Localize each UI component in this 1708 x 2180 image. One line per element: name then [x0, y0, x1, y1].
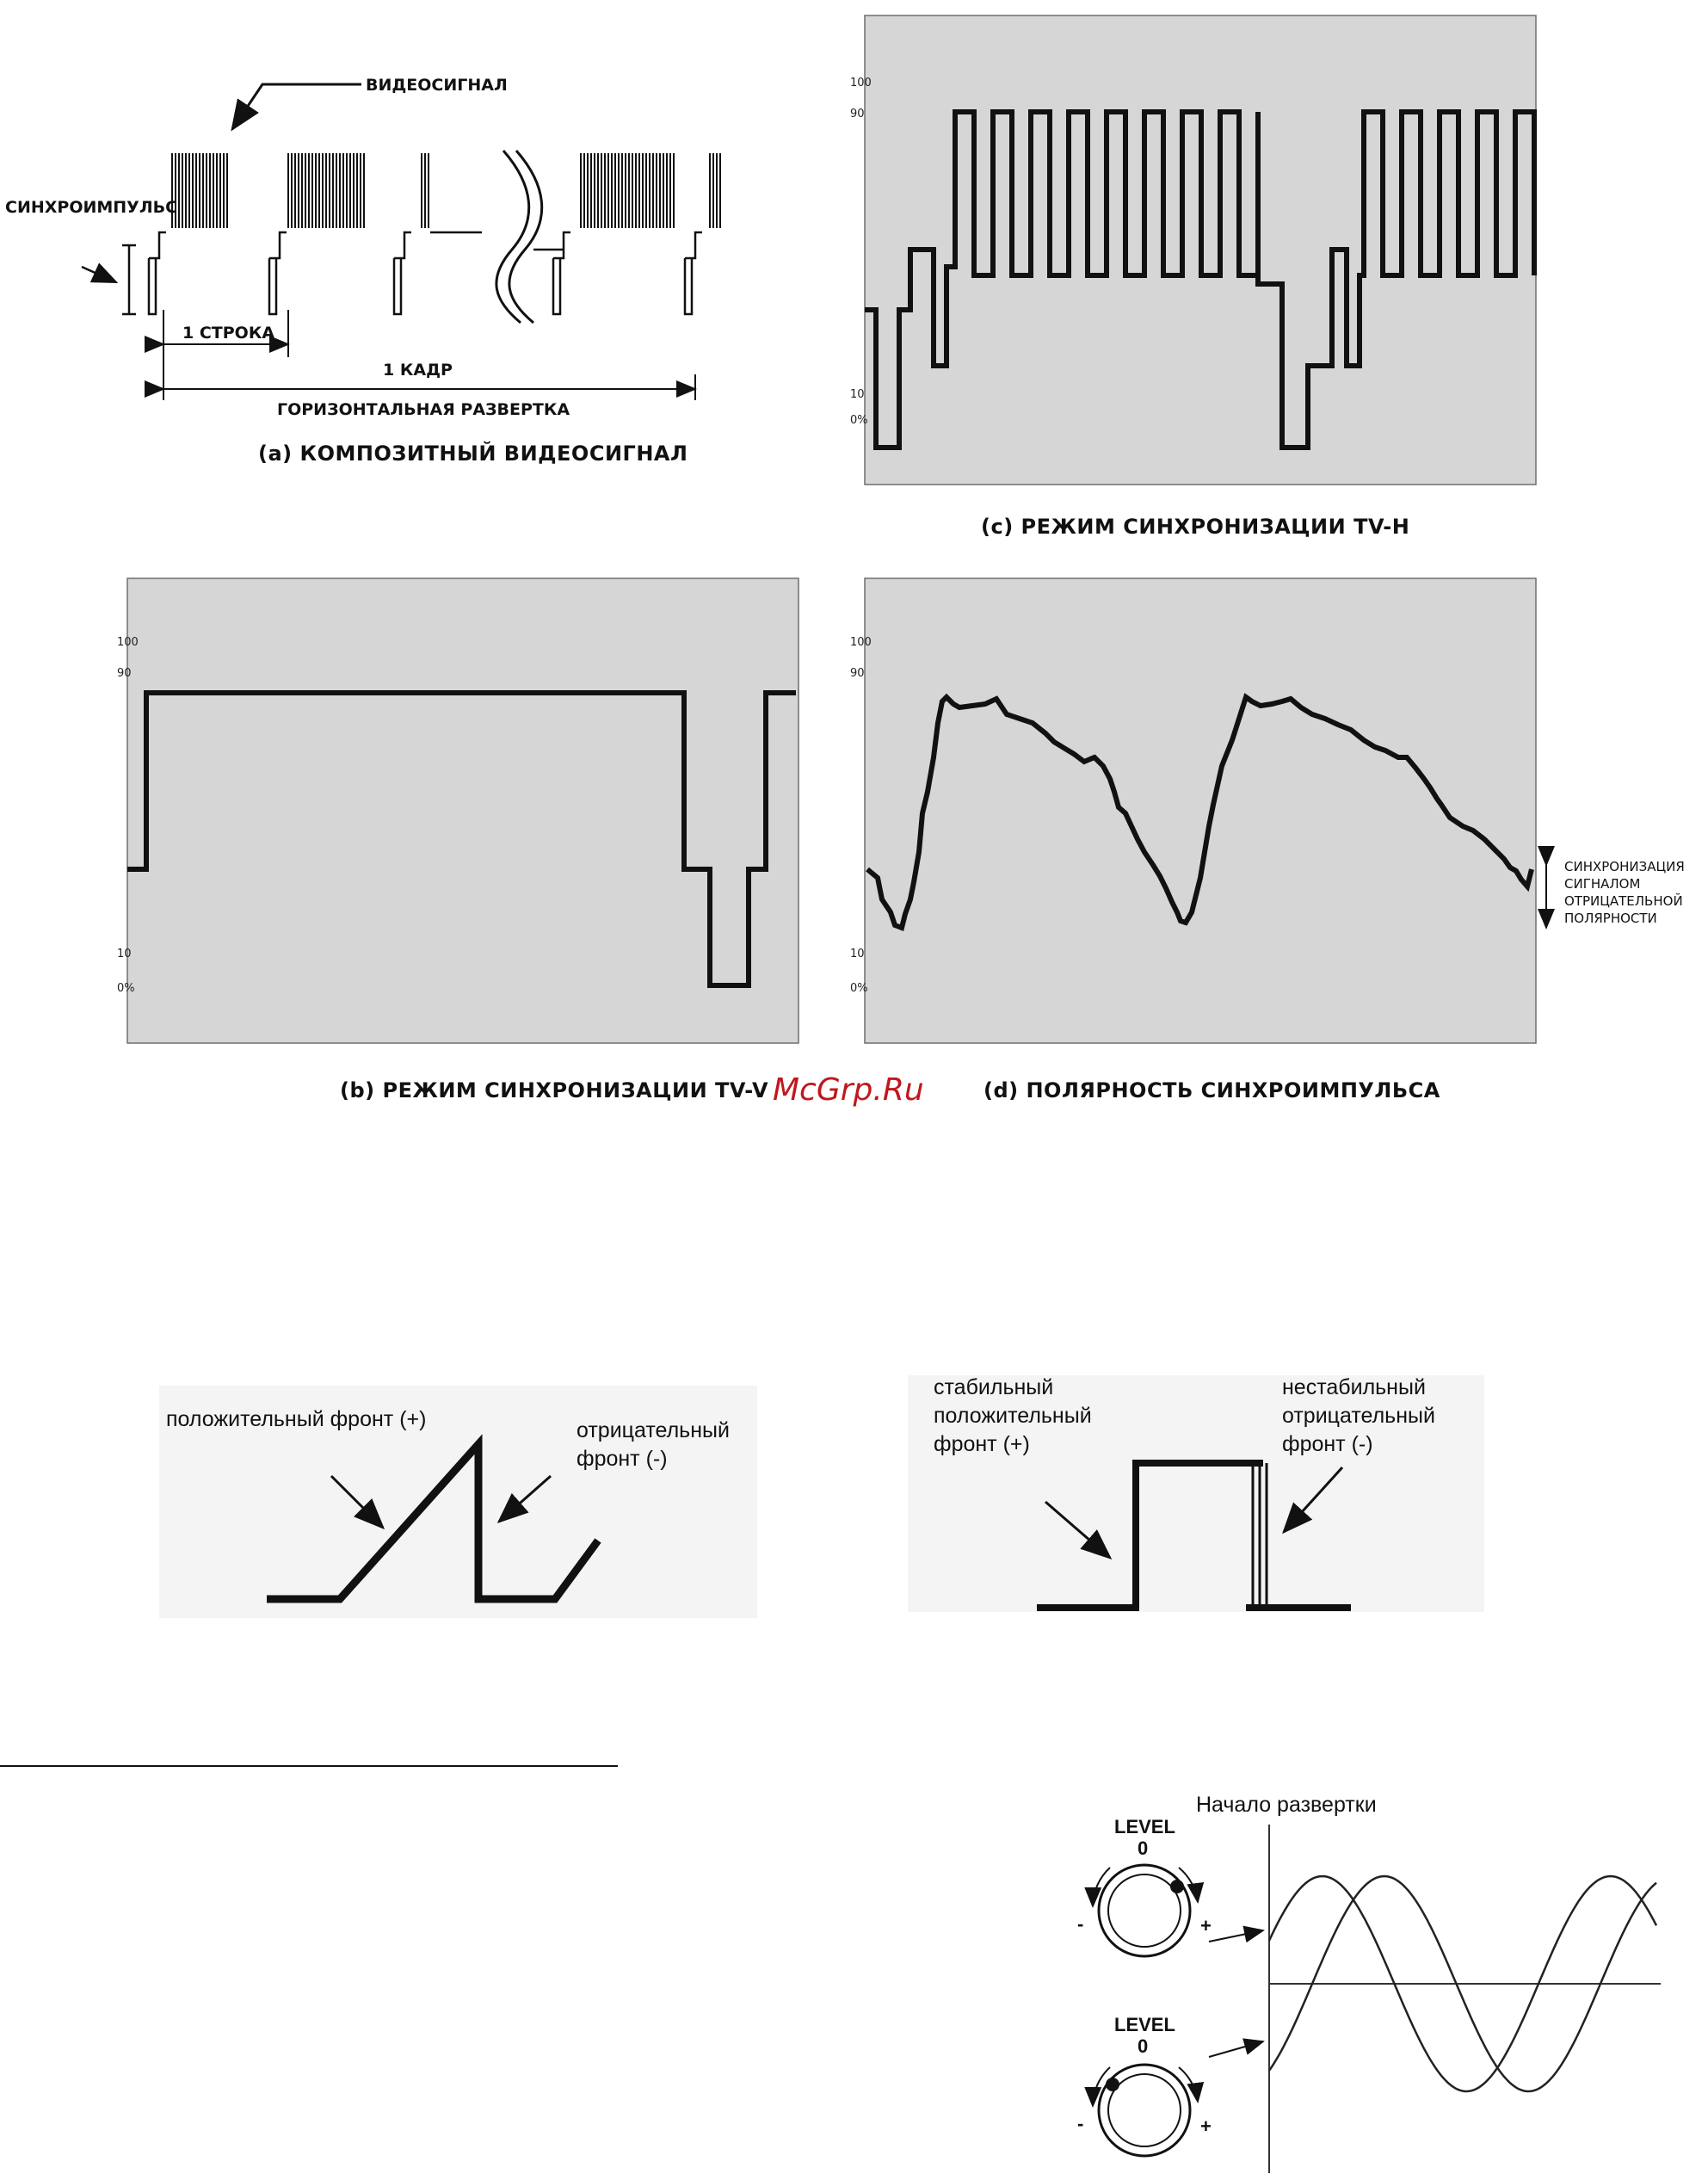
dimension-ticks	[163, 310, 288, 383]
knob-bottom-plus: +	[1200, 2115, 1212, 2137]
composite-segment	[394, 232, 411, 314]
one-line-label: 1 СТРОКА	[182, 324, 275, 343]
side-note-line4: ПОЛЯРНОСТИ	[1564, 911, 1657, 926]
composite-waveform	[149, 153, 720, 314]
panel-c-tv-h-scope	[850, 15, 1536, 539]
composite-segment	[288, 153, 364, 228]
side-note-line1: СИНХРОНИЗАЦИЯ	[1564, 859, 1685, 874]
level-knob-top[interactable]	[1099, 1865, 1190, 1956]
composite-segment	[149, 232, 166, 314]
tick-90-b: 90	[117, 667, 132, 680]
break-symbol-right	[509, 151, 542, 323]
knob-bottom-zero: 0	[1138, 2035, 1149, 2057]
tick-90-d: 90	[850, 667, 865, 680]
panel-d-caption: (d) ПОЛЯРНОСТЬ СИНХРОИМПУЛЬСА	[983, 1078, 1440, 1102]
slope-figure	[159, 1386, 757, 1618]
composite-segment	[269, 232, 287, 314]
scope-screen-d	[865, 578, 1536, 1043]
negative-front-label-1: отрицательный	[577, 1418, 730, 1442]
composite-segment	[710, 153, 720, 228]
sync-pulse-arrow	[82, 267, 116, 282]
composite-segment	[422, 153, 429, 228]
composite-segment	[581, 153, 674, 228]
tick-0: 0%	[850, 414, 868, 427]
level-figure	[1077, 1793, 1661, 2173]
stability-figure	[908, 1375, 1484, 1612]
unstable-label-1: нестабильный	[1282, 1375, 1426, 1399]
video-signal-arrow	[232, 84, 361, 129]
knob-top-pointer	[1209, 1930, 1263, 1942]
knob-bottom-indicator	[1106, 2078, 1119, 2091]
sync-pulse-label: СИНХРОИМПУЛЬС	[5, 198, 178, 217]
video-signal-label: ВИДЕОСИГНАЛ	[366, 76, 508, 95]
panel-a-composite-video	[5, 76, 720, 466]
one-frame-label: 1 КАДР	[383, 361, 453, 380]
knob-bottom-label: LEVEL	[1114, 2014, 1175, 2035]
watermark: McGrp.Ru	[773, 1072, 924, 1108]
knob-top-plus: +	[1200, 1915, 1212, 1936]
tick-100-b: 100	[117, 636, 139, 649]
composite-segment	[685, 232, 702, 314]
knob-top-indicator	[1170, 1880, 1184, 1893]
composite-segment	[553, 232, 570, 314]
panel-b-caption: (b) РЕЖИМ СИНХРОНИЗАЦИИ TV-V	[340, 1078, 769, 1102]
scope-screen-b	[127, 578, 799, 1043]
panel-a-caption: (a) КОМПОЗИТНЫЙ ВИДЕОСИГНАЛ	[258, 442, 688, 466]
side-note-line3: ОТРИЦАТЕЛЬНОЙ	[1564, 893, 1683, 909]
sync-amplitude-bracket	[122, 245, 136, 314]
unstable-label-3: фронт (-)	[1282, 1432, 1373, 1456]
panel-c-caption: (c) РЕЖИМ СИНХРОНИЗАЦИИ TV-H	[981, 515, 1410, 539]
stable-label-2: положительный	[934, 1404, 1092, 1428]
tick-10-d: 10	[850, 948, 865, 960]
tick-0-b: 0%	[117, 982, 135, 995]
sweep-start-label: Начало развертки	[1196, 1793, 1377, 1817]
panel-d-polarity-scope	[850, 578, 1685, 1102]
stable-label-1: стабильный	[934, 1375, 1054, 1399]
tick-10: 10	[850, 388, 865, 401]
stable-label-3: фронт (+)	[934, 1432, 1030, 1456]
knob-top-label: LEVEL	[1114, 1816, 1175, 1837]
tick-90: 90	[850, 108, 865, 120]
tick-100-d: 100	[850, 636, 872, 649]
panel-b-tv-v-scope	[117, 578, 799, 1102]
tick-10-b: 10	[117, 948, 132, 960]
knob-bottom-pointer	[1209, 2041, 1263, 2057]
negative-front-label-2: фронт (-)	[577, 1447, 668, 1471]
level-knob-top-inner	[1108, 1874, 1181, 1947]
tick-0-d: 0%	[850, 982, 868, 995]
positive-front-label: положительный фронт (+)	[166, 1407, 427, 1431]
composite-segment	[172, 153, 227, 228]
knob-top-ccw-arrow	[1093, 1868, 1110, 1906]
side-note-line2: СИГНАЛОМ	[1564, 876, 1641, 892]
horizontal-scan-label: ГОРИЗОНТАЛЬНАЯ РАЗВЕРТКА	[277, 400, 570, 419]
tick-100: 100	[850, 77, 872, 90]
knob-bottom-minus: -	[1077, 2113, 1084, 2134]
knob-top-zero: 0	[1138, 1837, 1149, 1859]
knob-top-minus: -	[1077, 1913, 1084, 1935]
unstable-label-2: отрицательный	[1282, 1404, 1435, 1428]
